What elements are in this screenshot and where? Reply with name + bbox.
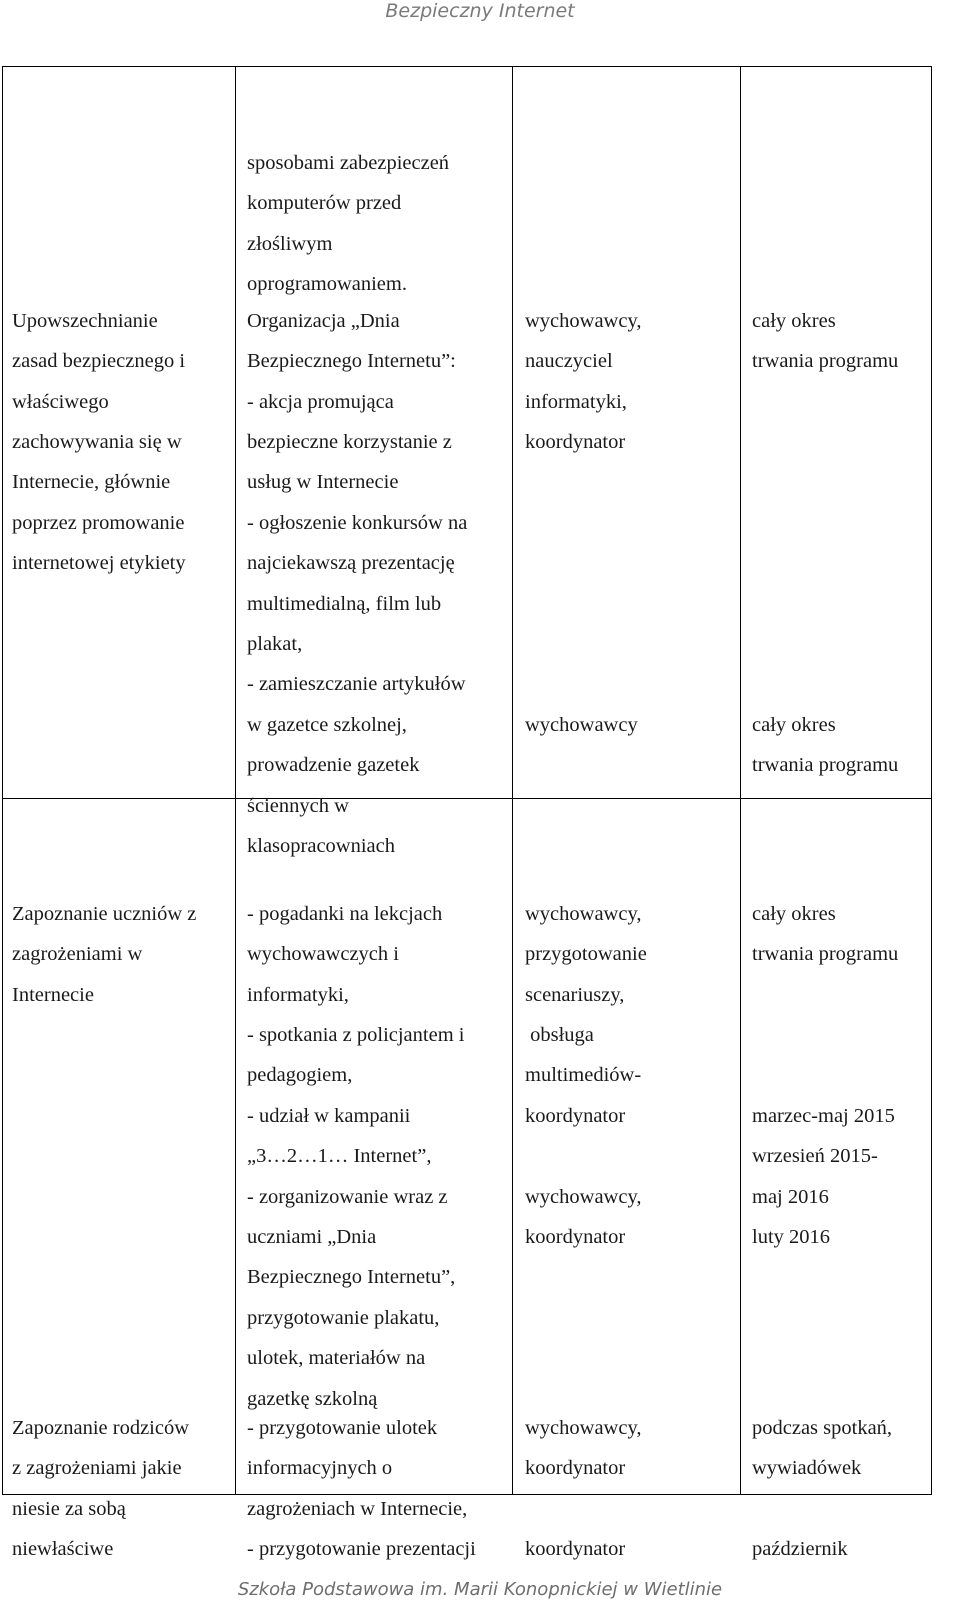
table-cell-goal: Zapoznanie rodziców z zagrożeniami jakie niesie za sobą niewłaściwe [12,1416,190,1561]
table-cell-timeline: cały okres trwania programu cały okres trwania programu [752,309,899,777]
page-footer: Szkoła Podstawowa im. Marii Konopnickiej w Wietlinie [237,1579,723,1600]
table-cell-timeline: podczas spotkań, wywiadówek październik [752,1416,893,1561]
table-cell-timeline: cały okres trwania programu marzec-maj 2015 wrzesień 2015- maj 2016 luty 2016 [752,902,899,1249]
table-cell-goal: Zapoznanie uczniów z zagrożeniami w Internecie [12,902,197,1006]
page-header: Bezpieczny Internet [385,0,575,22]
table-cell-responsible: wychowawcy, koordynator koordynator [525,1416,642,1561]
table-cell-tasks: sposobami zabezpieczeń komputerów przed złośliwym oprogramowaniem. [247,151,450,296]
table-cell-responsible: wychowawcy, nauczyciel informatyki, koordynator wychowawcy [525,309,642,736]
table-cell-goal: Upowszechnianie zasad bezpiecznego i właściwego zachowywania się w Internecie, głównie poprzez promowanie internetowej etykiety [12,309,186,575]
table-cell-tasks: Organizacja „Dnia Bezpiecznego Internetu”: - akcja promująca bezpieczne korzystanie z usług w Internecie - ogłoszenie konkursów na najciekawszą prezentację multimedialną, film lub plakat, - zamieszczanie artykułów w gazetce szkolnej, prowadzenie gazetek ściennych w klasopracowniach [247,309,468,858]
column-divider [512,66,513,1495]
column-divider [740,66,741,1495]
table-cell-tasks: - pogadanki na lekcjach wychowawczych i informatyki, - spotkania z policjantem i pedagogiem, - udział w kampanii „3…2…1… Internet”, - zorganizowanie wraz z uczniami „Dnia Bezpiecznego Internetu”, przygotowanie plakatu, ulotek, materiałów na gazetkę szkolną [247,902,465,1410]
table-cell-tasks: - przygotowanie ulotek informacyjnych o zagrożeniach w Internecie, - przygotowanie prezentacji [247,1416,476,1561]
table-cell-responsible: wychowawcy, przygotowanie scenariuszy, obsługa multimediów- koordynator wychowawcy, koordynator [525,902,647,1249]
column-divider [235,66,236,1495]
